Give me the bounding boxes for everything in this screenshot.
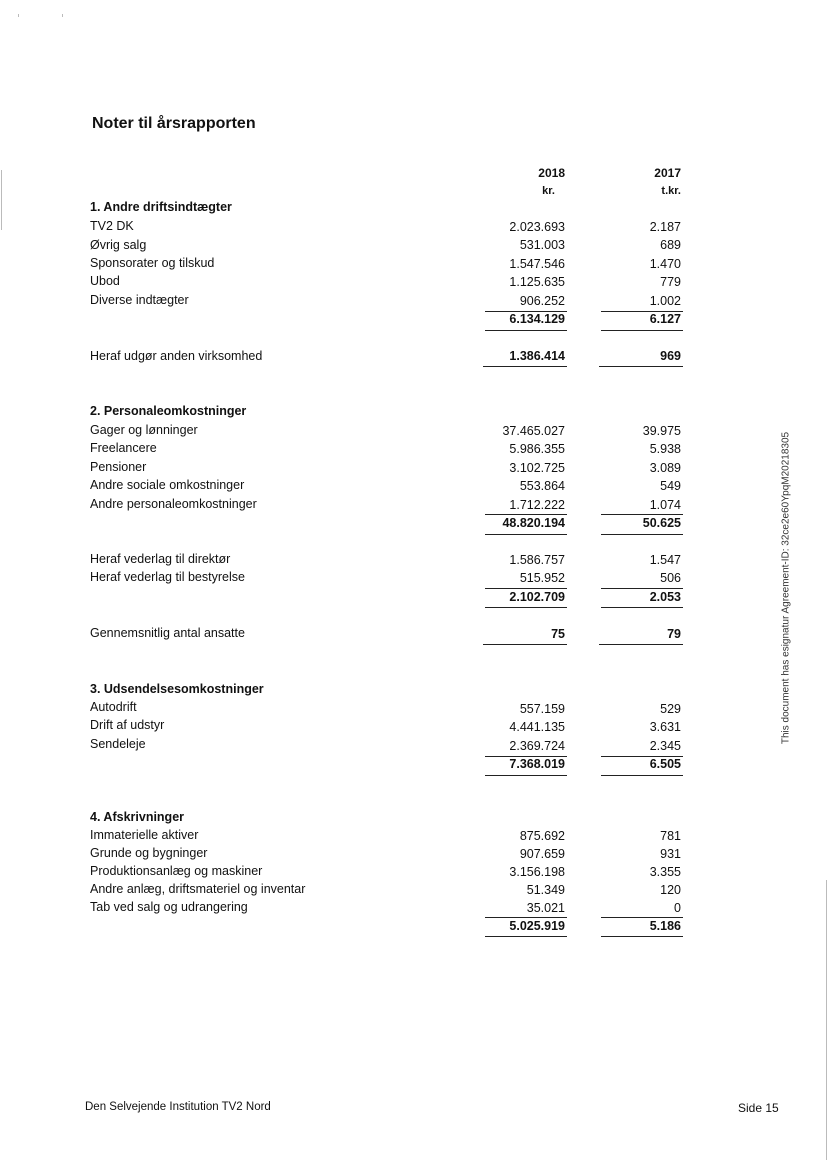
value-2017: 1.470 bbox=[649, 257, 681, 271]
value-2018: 1.586.757 bbox=[509, 553, 565, 567]
subtotal-rule bbox=[485, 917, 567, 918]
value-2018: 4.441.135 bbox=[509, 720, 565, 734]
total-rule bbox=[485, 534, 567, 535]
value-2018: 1.547.546 bbox=[509, 257, 565, 271]
row-label: Ubod bbox=[90, 274, 120, 288]
esignature-watermark: This document has esignatur Agreement-ID: 32ce2e60YpqM20218305 bbox=[780, 431, 792, 745]
row-label: Heraf udgør anden virksomhed bbox=[90, 349, 263, 363]
value-2018: 875.692 bbox=[519, 829, 565, 843]
total-2017: 2.053 bbox=[649, 590, 681, 604]
total-rule bbox=[483, 644, 567, 645]
row-label: Grunde og bygninger bbox=[90, 846, 208, 860]
value-2018: 37.465.027 bbox=[502, 424, 565, 438]
value-2018: 3.156.198 bbox=[509, 865, 565, 879]
row-label: Øvrig salg bbox=[90, 238, 147, 252]
total-2017: 5.186 bbox=[649, 919, 681, 933]
row-label: Andre personaleomkostninger bbox=[90, 497, 257, 511]
row-label: Produktionsanlæg og maskiner bbox=[90, 864, 263, 878]
subtotal-rule bbox=[601, 514, 683, 515]
total-2018: 48.820.194 bbox=[502, 516, 565, 530]
section-heading: 2. Personaleomkostninger bbox=[90, 404, 247, 418]
value-2018: 907.659 bbox=[519, 847, 565, 861]
value-2017: 506 bbox=[660, 571, 681, 585]
total-rule bbox=[599, 644, 683, 645]
value-2017: 1.002 bbox=[649, 294, 681, 308]
total-rule bbox=[485, 936, 567, 937]
value-2018: 515.952 bbox=[519, 571, 565, 585]
value-2017: 3.089 bbox=[649, 461, 681, 475]
value-2017: 1.547 bbox=[649, 553, 681, 567]
total-2017: 6.127 bbox=[649, 312, 681, 326]
section-heading: 4. Afskrivninger bbox=[90, 810, 185, 824]
total-rule bbox=[485, 330, 567, 331]
row-label: Sponsorater og tilskud bbox=[90, 256, 215, 270]
value-2018: 75 bbox=[551, 627, 565, 641]
subtotal-rule bbox=[601, 917, 683, 918]
total-rule bbox=[485, 607, 567, 608]
row-label: Autodrift bbox=[90, 700, 137, 714]
row-label: Immaterielle aktiver bbox=[90, 828, 199, 842]
footer-organization: Den Selvejende Institution TV2 Nord bbox=[85, 1101, 271, 1113]
column-header-2018: 2018 bbox=[538, 166, 565, 180]
row-label: Gennemsnitlig antal ansatte bbox=[90, 626, 245, 640]
scan-mark bbox=[62, 14, 63, 17]
column-unit-2018: kr. bbox=[542, 185, 555, 197]
subtotal-rule bbox=[601, 588, 683, 589]
total-2018: 5.025.919 bbox=[509, 919, 565, 933]
value-2018: 1.712.222 bbox=[509, 498, 565, 512]
value-2017: 1.074 bbox=[649, 498, 681, 512]
row-label: Pensioner bbox=[90, 460, 147, 474]
subtotal-rule bbox=[485, 588, 567, 589]
value-2017: 529 bbox=[660, 702, 681, 716]
value-2017: 931 bbox=[660, 847, 681, 861]
scan-mark bbox=[18, 14, 19, 17]
value-2017: 689 bbox=[660, 238, 681, 252]
value-2018: 2.369.724 bbox=[509, 739, 565, 753]
row-label: Andre anlæg, driftsmateriel og inventar bbox=[90, 882, 306, 896]
value-2018: 1.386.414 bbox=[509, 349, 565, 363]
value-2017: 969 bbox=[660, 349, 681, 363]
total-rule bbox=[601, 936, 683, 937]
total-2018: 2.102.709 bbox=[509, 590, 565, 604]
row-label: Diverse indtægter bbox=[90, 293, 189, 307]
total-rule bbox=[601, 534, 683, 535]
value-2018: 51.349 bbox=[526, 883, 565, 897]
row-label: Gager og lønninger bbox=[90, 423, 198, 437]
column-unit-2017: t.kr. bbox=[661, 185, 681, 197]
value-2017: 779 bbox=[660, 275, 681, 289]
row-label: Freelancere bbox=[90, 441, 157, 455]
value-2018: 5.986.355 bbox=[509, 442, 565, 456]
value-2018: 553.864 bbox=[519, 479, 565, 493]
total-2017: 6.505 bbox=[649, 757, 681, 771]
row-label: Heraf vederlag til bestyrelse bbox=[90, 570, 245, 584]
total-2018: 7.368.019 bbox=[509, 757, 565, 771]
total-rule bbox=[601, 607, 683, 608]
row-label: TV2 DK bbox=[90, 219, 134, 233]
value-2017: 2.345 bbox=[649, 739, 681, 753]
subtotal-rule bbox=[485, 514, 567, 515]
value-2018: 3.102.725 bbox=[509, 461, 565, 475]
value-2018: 906.252 bbox=[519, 294, 565, 308]
value-2017: 3.631 bbox=[649, 720, 681, 734]
row-label: Drift af udstyr bbox=[90, 718, 165, 732]
value-2017: 3.355 bbox=[649, 865, 681, 879]
column-header-2017: 2017 bbox=[654, 166, 681, 180]
section-heading: 3. Udsendelsesomkostninger bbox=[90, 682, 264, 696]
value-2018: 2.023.693 bbox=[509, 220, 565, 234]
page-title: Noter til årsrapporten bbox=[92, 115, 256, 132]
value-2017: 5.938 bbox=[649, 442, 681, 456]
value-2017: 120 bbox=[660, 883, 681, 897]
section-heading: 1. Andre driftsindtægter bbox=[90, 200, 232, 214]
total-rule bbox=[601, 330, 683, 331]
value-2018: 35.021 bbox=[526, 901, 565, 915]
value-2017: 79 bbox=[667, 627, 681, 641]
value-2018: 1.125.635 bbox=[509, 275, 565, 289]
scan-edge bbox=[1, 170, 2, 230]
total-2017: 50.625 bbox=[642, 516, 681, 530]
total-2018: 6.134.129 bbox=[509, 312, 565, 326]
total-rule bbox=[483, 366, 567, 367]
value-2017: 2.187 bbox=[649, 220, 681, 234]
total-rule bbox=[485, 775, 567, 776]
value-2017: 0 bbox=[674, 901, 681, 915]
row-label: Sendeleje bbox=[90, 737, 146, 751]
total-rule bbox=[601, 775, 683, 776]
row-label: Andre sociale omkostninger bbox=[90, 478, 245, 492]
total-rule bbox=[599, 366, 683, 367]
value-2017: 549 bbox=[660, 479, 681, 493]
value-2017: 39.975 bbox=[642, 424, 681, 438]
page-number: Side 15 bbox=[738, 1101, 779, 1115]
value-2018: 531.003 bbox=[519, 238, 565, 252]
scan-edge bbox=[826, 880, 827, 1160]
row-label: Tab ved salg og udrangering bbox=[90, 900, 248, 914]
value-2018: 557.159 bbox=[519, 702, 565, 716]
value-2017: 781 bbox=[660, 829, 681, 843]
row-label: Heraf vederlag til direktør bbox=[90, 552, 231, 566]
